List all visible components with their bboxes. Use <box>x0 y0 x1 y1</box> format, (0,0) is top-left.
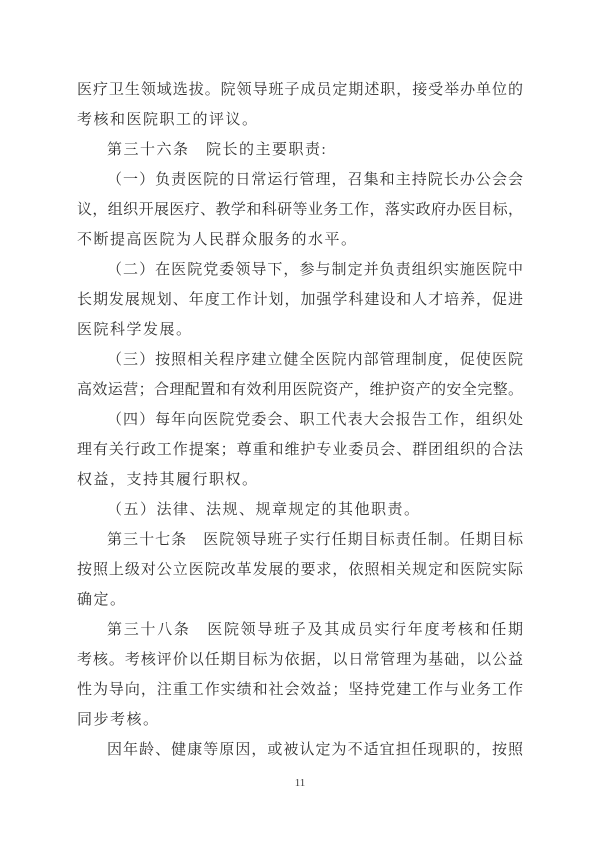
text-line: （三）按照相关程序建立健全医院内部管理制度，促使医院 <box>107 352 523 368</box>
text-line: 因年龄、健康等原因，或被认定为不适宜担任现职的，按照 <box>107 742 523 758</box>
text-line: 医院科学发展。 <box>77 322 193 338</box>
text-line: 权益，支持其履行职权。 <box>77 472 259 488</box>
text-line: 理有关行政工作提案；尊重和维护专业委员会、群团组织的合法 <box>77 442 523 458</box>
text-line: 长期发展规划、年度工作计划，加强学科建设和人才培养，促进 <box>77 292 523 308</box>
text-line: （二）在医院党委领导下，参与制定并负责组织实施医院中 <box>107 262 523 278</box>
text-line: 考核和医院职工的评议。 <box>77 112 259 128</box>
text-line: 性为导向，注重工作实绩和社会效益；坚持党建工作与业务工作 <box>77 682 523 698</box>
page-number: 11 <box>294 777 306 789</box>
text-line: 议，组织开展医疗、教学和科研等业务工作，落实政府办医目标， <box>77 202 523 218</box>
text-line: 高效运营；合理配置和有效利用医院资产，维护资产的安全完整。 <box>77 382 523 398</box>
text-line: 按照上级对公立医院改革发展的要求，依照相关规定和医院实际 <box>77 562 523 578</box>
text-line: 不断提高医院为人民群众服务的水平。 <box>77 232 358 248</box>
text-line: （四）每年向医院党委会、职工代表大会报告工作，组织处 <box>107 412 523 428</box>
text-line: （一）负责医院的日常运行管理，召集和主持院长办公会会 <box>107 172 523 188</box>
article-37-heading: 第三十七条 医院领导班子实行任期目标责任制。任期目标 <box>107 532 523 548</box>
text-line: 医疗卫生领域选拔。院领导班子成员定期述职，接受举办单位的 <box>77 82 523 98</box>
text-line: （五）法律、法规、规章规定的其他职责。 <box>107 502 421 518</box>
text-line: 考核。考核评价以任期目标为依据，以日常管理为基础，以公益 <box>77 652 523 668</box>
text-line: 同步考核。 <box>77 712 160 728</box>
article-36-heading: 第三十六条 院长的主要职责: <box>107 142 328 158</box>
text-line: 确定。 <box>77 592 127 608</box>
body-text <box>77 75 523 765</box>
article-38-heading: 第三十八条 医院领导班子及其成员实行年度考核和任期 <box>107 622 523 638</box>
